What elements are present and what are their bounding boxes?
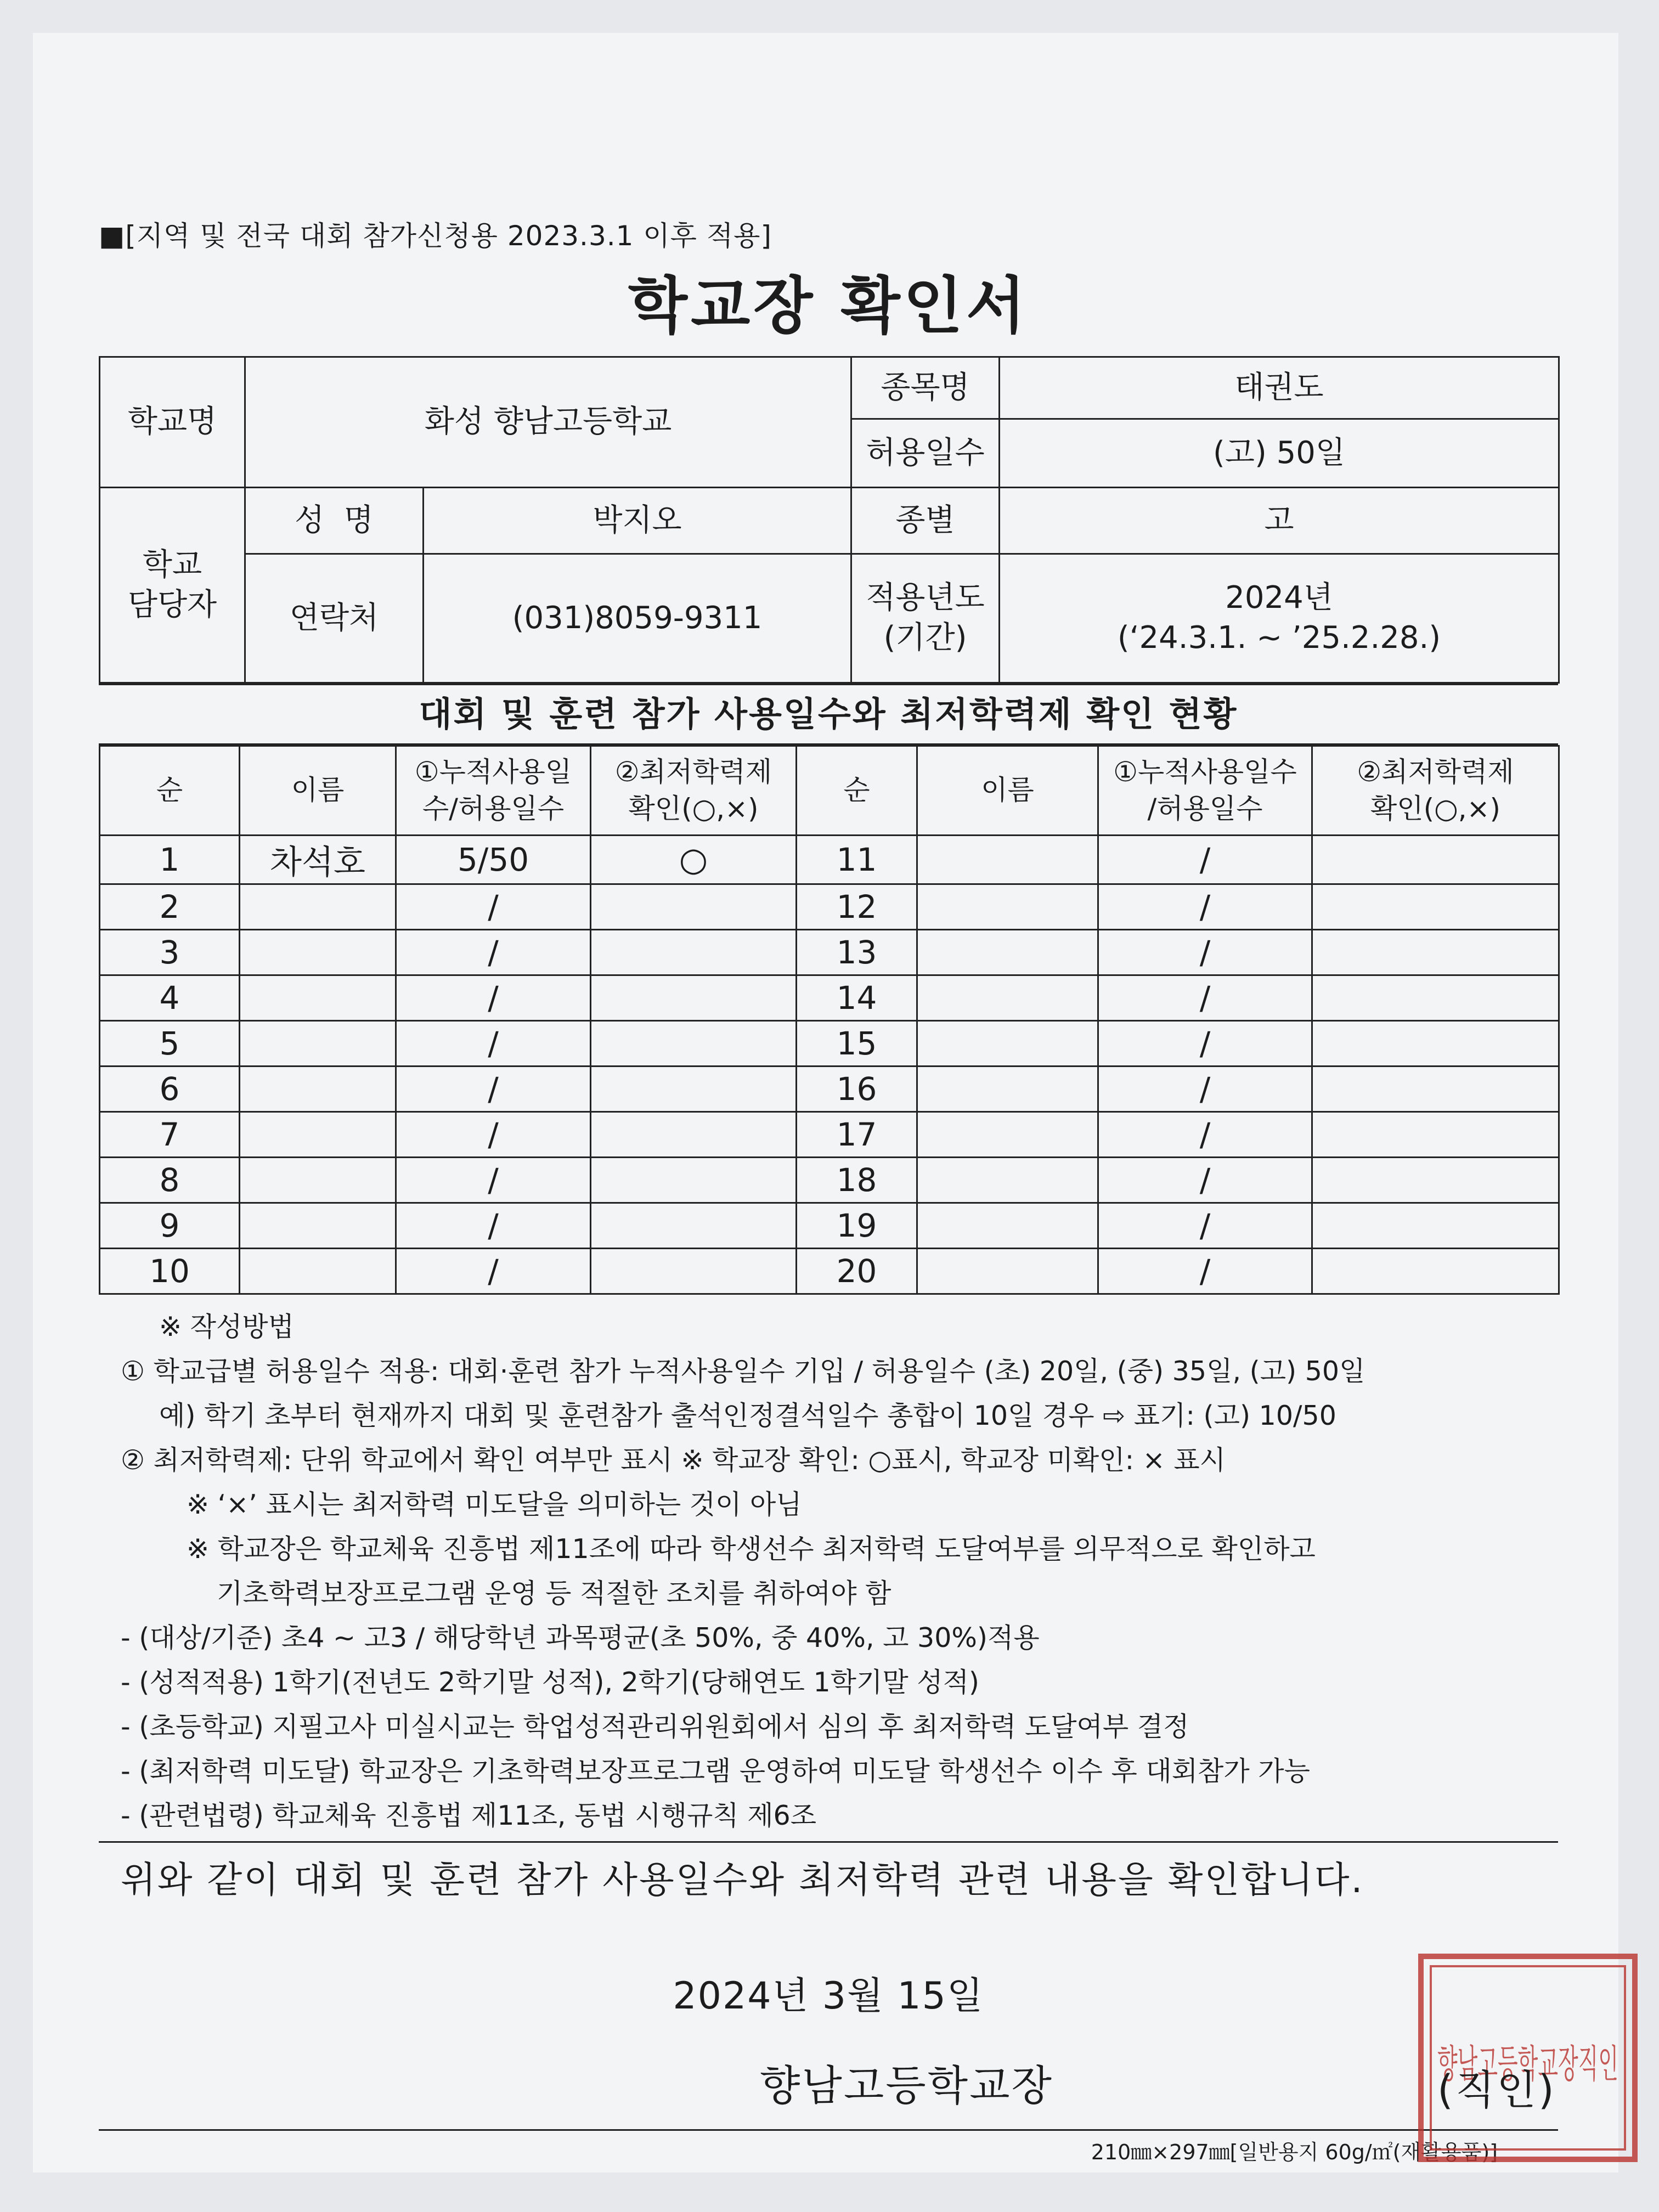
header-days-right — [1098, 746, 1312, 836]
school-name-value: 화성 향남고등학교 — [245, 357, 851, 488]
contact-label: 연락처 — [245, 554, 424, 683]
row-days: 5/50 — [396, 836, 591, 884]
year-value-line-1: 2024년 — [1225, 580, 1333, 616]
paper-spec: 210㎜×297㎜[일반용지 60g/㎡(재활용품)] — [1091, 2140, 1498, 2164]
notes-heading: ※ 작성방법 — [159, 1311, 294, 1342]
row-order: 9 — [100, 1203, 240, 1249]
row-name — [240, 1112, 396, 1158]
row-days-right: / — [1098, 1158, 1312, 1203]
table-row — [100, 1112, 1559, 1158]
row-name — [240, 1021, 396, 1066]
row-days: / — [396, 1112, 591, 1158]
note-1b: 예) 학기 초부터 현재까지 대회 및 훈련참가 출석인정결석일수 총합이 10일 경우 ⇨ 표기: (고) 10/50 — [159, 1400, 1336, 1431]
contact-value: (031)8059-9311 — [424, 554, 851, 683]
row-check — [591, 930, 797, 975]
year-label — [851, 554, 1000, 683]
principal-title: 향남고등학교장 — [760, 2061, 1053, 2110]
school-info-table — [99, 356, 1560, 684]
header-order: 순 — [100, 746, 240, 836]
participation-table — [99, 745, 1560, 1295]
seal-label: (직인) — [1437, 2067, 1556, 2114]
header-days-right-line-1: ①누적사용일수 — [1113, 755, 1297, 788]
detail-3: - (초등학교) 지필고사 미실시교는 학업성적관리위원회에서 심의 후 최저학력 도달여부 결정 — [121, 1711, 1189, 1742]
manager-name-value: 박지오 — [424, 488, 851, 554]
row-name-right — [917, 1112, 1098, 1158]
row-check — [591, 884, 797, 930]
detail-4: - (최저학력 미도달) 학교장은 기초학력보장프로그램 운영하여 미도달 학생선수 이수 후 대회참가 가능 — [121, 1756, 1310, 1787]
header-check — [591, 746, 797, 836]
row-name — [240, 1249, 396, 1294]
allowed-days-value: (고) 50일 — [1000, 419, 1559, 488]
allowed-days-label: 허용일수 — [851, 419, 1000, 488]
row-check — [591, 1021, 797, 1066]
header-check-right-line-2: 확인(○,×) — [1370, 793, 1501, 825]
row-order-right: 14 — [797, 975, 917, 1021]
row-check — [591, 1066, 797, 1112]
table-row — [100, 1203, 1559, 1249]
row-days-right: / — [1098, 1021, 1312, 1066]
issue-date: 2024년 3월 15일 — [673, 1974, 984, 2018]
table-row — [100, 1158, 1559, 1203]
row-order: 3 — [100, 930, 240, 975]
header-days-right-line-2: /허용일수 — [1147, 793, 1263, 825]
signature-area — [99, 2041, 1618, 2129]
row-order: 7 — [100, 1112, 240, 1158]
row-check-right — [1312, 1066, 1559, 1112]
row-name — [240, 884, 396, 930]
row-days: / — [396, 1021, 591, 1066]
row-order: 8 — [100, 1158, 240, 1203]
row-days: / — [396, 1249, 591, 1294]
level-label: 종별 — [851, 488, 1000, 554]
row-order-right: 17 — [797, 1112, 917, 1158]
row-name-right — [917, 1066, 1098, 1112]
document-title: 학교장 확인서 — [628, 270, 1029, 342]
row-name — [240, 930, 396, 975]
note-2: ② 최저학력제: 단위 학교에서 확인 여부만 표시 ※ 학교장 확인: ○표시, 학교장 미확인: × 표시 — [121, 1444, 1226, 1476]
row-name-right — [917, 975, 1098, 1021]
row-check-right — [1312, 1158, 1559, 1203]
header-name-right: 이름 — [917, 746, 1098, 836]
row-days: / — [396, 975, 591, 1021]
header-check-right-line-1: ②최저학력제 — [1357, 755, 1514, 788]
row-check-right — [1312, 930, 1559, 975]
row-days-right: / — [1098, 1203, 1312, 1249]
header-order-right: 순 — [797, 746, 917, 836]
row-days-right: / — [1098, 1249, 1312, 1294]
row-name-right — [917, 884, 1098, 930]
row-days: / — [396, 1066, 591, 1112]
confirmation-statement: 위와 같이 대회 및 훈련 참가 사용일수와 최저학력 관련 내용을 확인합니다. — [121, 1859, 1364, 1901]
row-order: 10 — [100, 1249, 240, 1294]
detail-2: - (성적적용) 1학기(전년도 2학기말 성적), 2학기(당해연도 1학기말 성적) — [121, 1667, 980, 1698]
header-days — [396, 746, 591, 836]
row-order-right: 15 — [797, 1021, 917, 1066]
detail-5: - (관련법령) 학교체육 진흥법 제11조, 동법 시행규칙 제6조 — [121, 1800, 817, 1831]
row-name — [240, 975, 396, 1021]
row-order: 2 — [100, 884, 240, 930]
year-value-line-2: (‘24.3.1. ~ ’25.2.28.) — [1117, 620, 1441, 656]
row-days-right: / — [1098, 930, 1312, 975]
seal-text: 향남고등학교장직인 — [1437, 2041, 1618, 2086]
table-header-row — [100, 746, 1559, 836]
row-check-right — [1312, 1112, 1559, 1158]
writing-instructions — [99, 1305, 1558, 1838]
row-check — [591, 975, 797, 1021]
level-value: 고 — [1000, 488, 1559, 554]
row-order: 6 — [100, 1066, 240, 1112]
manager-label — [100, 488, 245, 683]
year-label-line-2: (기간) — [883, 620, 967, 656]
row-order-right: 13 — [797, 930, 917, 975]
table-row — [100, 1066, 1559, 1112]
row-check-right — [1312, 975, 1559, 1021]
row-check-right — [1312, 1203, 1559, 1249]
school-name-label: 학교명 — [100, 357, 245, 488]
row-name — [240, 1158, 396, 1203]
row-name-right — [917, 1021, 1098, 1066]
row-name-right — [917, 1158, 1098, 1203]
row-order-right: 16 — [797, 1066, 917, 1112]
row-order-right: 18 — [797, 1158, 917, 1203]
row-name-right — [917, 836, 1098, 884]
row-days: / — [396, 1158, 591, 1203]
row-days-right: / — [1098, 836, 1312, 884]
header-check-right — [1312, 746, 1559, 836]
header-days-line-1: ①누적사용일 — [414, 755, 572, 788]
row-order: 5 — [100, 1021, 240, 1066]
manager-name-label: 성 명 — [245, 488, 424, 554]
detail-1: - (대상/기준) 초4 ~ 고3 / 해당학년 과목평균(초 50%, 중 40%, 고 30%)적용 — [121, 1622, 1040, 1654]
row-order-right: 12 — [797, 884, 917, 930]
year-value — [1000, 554, 1559, 683]
row-name-right — [917, 1249, 1098, 1294]
row-days-right: / — [1098, 884, 1312, 930]
table-row — [100, 1249, 1559, 1294]
row-name-right — [917, 1203, 1098, 1249]
row-order-right: 11 — [797, 836, 917, 884]
table-row — [100, 930, 1559, 975]
manager-label-line-2: 담당자 — [127, 586, 217, 623]
row-check: ○ — [591, 836, 797, 884]
manager-label-line-1: 학교 — [142, 546, 202, 583]
row-name — [240, 1203, 396, 1249]
row-check-right — [1312, 884, 1559, 930]
row-check — [591, 1249, 797, 1294]
document-page — [33, 33, 1618, 2172]
row-days: / — [396, 1203, 591, 1249]
row-days: / — [396, 930, 591, 975]
header-days-line-2: 수/허용일수 — [422, 793, 565, 825]
row-days-right: / — [1098, 975, 1312, 1021]
note-3: ※ ‘×’ 표시는 최저학력 미도달을 의미하는 것이 아님 — [187, 1489, 802, 1520]
row-days-right: / — [1098, 1066, 1312, 1112]
table-row — [100, 836, 1559, 884]
year-label-line-1: 적용년도 — [866, 580, 985, 616]
note-4a: ※ 학교장은 학교체육 진흥법 제11조에 따라 학생선수 최저학력 도달여부를 의무적으로 확인하고 — [187, 1533, 1316, 1565]
table-row — [100, 1021, 1559, 1066]
section-title: 대회 및 훈련 참가 사용일수와 최저학력제 확인 현황 — [99, 684, 1558, 745]
row-check-right — [1312, 1249, 1559, 1294]
sport-value: 태권도 — [1000, 357, 1559, 419]
table-row — [100, 884, 1559, 930]
header-check-line-2: 확인(○,×) — [628, 793, 759, 825]
row-check-right — [1312, 1021, 1559, 1066]
row-days-right: / — [1098, 1112, 1312, 1158]
row-order: 1 — [100, 836, 240, 884]
form-usage-tag: ■[지역 및 전국 대회 참가신청용 2023.3.1 이후 적용] — [99, 220, 772, 252]
row-order: 4 — [100, 975, 240, 1021]
row-check — [591, 1112, 797, 1158]
note-1a: ① 학교급별 허용일수 적용: 대회·훈련 참가 누적사용일수 기입 / 허용일수 (초) 20일, (중) 35일, (고) 50일 — [121, 1356, 1365, 1387]
row-order-right: 19 — [797, 1203, 917, 1249]
row-days: / — [396, 884, 591, 930]
row-check — [591, 1203, 797, 1249]
row-name: 차석호 — [240, 836, 396, 884]
header-check-line-1: ②최저학력제 — [614, 755, 772, 788]
table-row — [100, 975, 1559, 1021]
bottom-divider — [99, 2129, 1558, 2131]
form-content — [99, 214, 1618, 2165]
row-order-right: 20 — [797, 1249, 917, 1294]
header-name: 이름 — [240, 746, 396, 836]
row-name-right — [917, 930, 1098, 975]
row-check — [591, 1158, 797, 1203]
row-check-right — [1312, 836, 1559, 884]
sport-label: 종목명 — [851, 357, 1000, 419]
row-name — [240, 1066, 396, 1112]
note-4b: 기초학력보장프로그램 운영 등 적절한 조치를 취하여야 함 — [217, 1578, 891, 1609]
